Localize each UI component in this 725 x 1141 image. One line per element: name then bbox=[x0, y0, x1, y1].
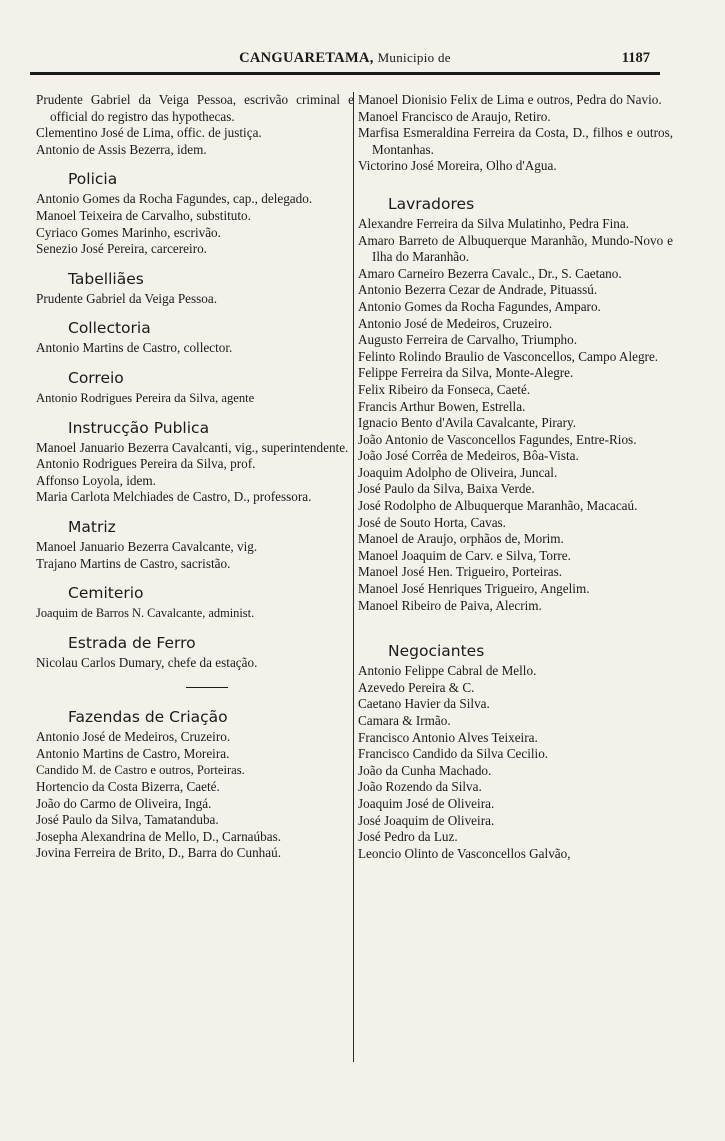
list-item: Antonio Rodrigues Pereira da Silva, prof. bbox=[36, 456, 256, 472]
list-item: Manoel de Araujo, orphãos de, Morim. bbox=[358, 531, 564, 547]
list-item: Manoel Ribeiro de Paiva, Alecrim. bbox=[358, 597, 542, 613]
section-heading-negociantes: Negociantes bbox=[388, 642, 485, 661]
list-item: Manoel José Henriques Trigueiro, Angelim. bbox=[358, 581, 590, 597]
list-item: Manoel Januario Bezerra Cavalcanti, vig., superintendente. bbox=[36, 439, 349, 455]
list-item: Caetano Havier da Silva. bbox=[358, 696, 490, 712]
list-item: Felix Ribeiro da Fonseca, Caeté. bbox=[358, 381, 531, 397]
list-item: José Paulo da Silva, Tamatanduba. bbox=[36, 812, 219, 828]
list-item: Manoel José Hen. Trigueiro, Porteiras. bbox=[358, 564, 563, 580]
list-item: Antonio Gomes da Rocha Fagundes, Amparo. bbox=[358, 298, 601, 314]
list-item: Cyriaco Gomes Marinho, escrivão. bbox=[36, 224, 221, 240]
page-header bbox=[30, 50, 660, 72]
list-item: João Rozendo da Silva. bbox=[358, 779, 482, 795]
section-heading-policia: Policia bbox=[68, 170, 118, 189]
right-column bbox=[358, 92, 673, 862]
list-item: Joaquim Adolpho de Oliveira, Juncal. bbox=[358, 464, 558, 480]
list-item: Amaro Barreto de Albuquerque Maranhão, Mundo-Novo e Ilha do Maranhão. bbox=[358, 232, 673, 265]
list-item: José Pedro da Luz. bbox=[358, 829, 458, 845]
list-item: Maria Carlota Melchiades de Castro, D., professora. bbox=[36, 489, 312, 505]
list-item: Jovina Ferreira de Brito, D., Barra do Cunhaú. bbox=[36, 845, 282, 861]
right-intro bbox=[358, 92, 673, 175]
list-item: Francis Arthur Bowen, Estrella. bbox=[358, 398, 526, 414]
list-item: Manoel Januario Bezerra Cavalcante, vig. bbox=[36, 538, 258, 554]
header-municipality: Municipio de bbox=[377, 50, 451, 65]
list-item: José Rodolpho de Albuquerque Maranhão, Macacaú. bbox=[358, 498, 638, 514]
list-item: Antonio de Assis Bezerra, idem. bbox=[36, 141, 207, 157]
section-heading-tabelliaes: Tabelliães bbox=[68, 269, 144, 288]
list-item: João José Corrêa de Medeiros, Bôa-Vista. bbox=[358, 448, 579, 464]
list-item: Antonio Bezerra Cezar de Andrade, Pituassú. bbox=[358, 282, 598, 298]
list-item: José Joaquim de Oliveira. bbox=[358, 812, 495, 828]
list-item: Trajano Martins de Castro, sacristão. bbox=[36, 555, 231, 571]
section-heading-cemiterio: Cemiterio bbox=[68, 584, 144, 603]
list-item: Josepha Alexandrina de Mello, D., Carnaúbas. bbox=[36, 828, 282, 844]
list-item: Hortencio da Costa Bizerra, Caeté. bbox=[36, 779, 220, 795]
list-item: Augusto Ferreira de Carvalho, Triumpho. bbox=[358, 332, 578, 348]
section-heading-estrada: Estrada de Ferro bbox=[68, 633, 196, 652]
section-heading-matriz: Matriz bbox=[68, 517, 116, 536]
list-item: Francisco Antonio Alves Teixeira. bbox=[358, 729, 538, 745]
list-item: Alexandre Ferreira da Silva Mulatinho, Pedra Fina. bbox=[358, 215, 630, 231]
list-item: Prudente Gabriel da Veiga Pessoa. bbox=[36, 290, 218, 306]
list-item: Joaquim José de Oliveira. bbox=[358, 795, 495, 811]
list-item: Prudente Gabriel da Veiga Pessoa, escrivão criminal e official do registro das hypothecas. bbox=[36, 92, 354, 124]
list-item: Felippe Ferreira da Silva, Monte-Alegre. bbox=[358, 365, 574, 381]
list-item: Affonso Loyola, idem. bbox=[36, 472, 156, 488]
list-item: Victorino José Moreira, Olho d'Agua. bbox=[358, 158, 557, 174]
list-item: Felinto Rolindo Braulio de Vasconcellos, Campo Alegre. bbox=[358, 348, 659, 364]
section-heading-correio: Correio bbox=[68, 368, 124, 387]
list-item: João da Cunha Machado. bbox=[358, 762, 492, 778]
list-item: Manoel Teixeira de Carvalho, substituto. bbox=[36, 207, 251, 223]
list-item: Manoel Joaquim de Carv. e Silva, Torre. bbox=[358, 547, 571, 563]
list-item: Antonio José de Medeiros, Cruzeiro. bbox=[36, 729, 231, 745]
section-heading-instruccao: Instrucção Publica bbox=[68, 418, 210, 437]
list-item: Clementino José de Lima, offic. de justiça. bbox=[36, 125, 262, 141]
header-rule bbox=[30, 72, 660, 75]
list-item: Manoel Francisco de Araujo, Retiro. bbox=[358, 108, 551, 124]
list-item: Senezio José Pereira, carcereiro. bbox=[36, 241, 207, 257]
section-heading-collectoria: Collectoria bbox=[68, 319, 151, 338]
list-item: Antonio Martins de Castro, collector. bbox=[36, 340, 233, 356]
list-item: Amaro Carneiro Bezerra Cavalc., Dr., S. Caetano. bbox=[358, 265, 622, 281]
list-item: Camara & Irmão. bbox=[358, 713, 451, 728]
list-item: Antonio José de Medeiros, Cruzeiro. bbox=[358, 315, 553, 331]
list-item: Candido M. de Castro e outros, Porteiras. bbox=[36, 763, 245, 778]
list-item: Leoncio Olinto de Vasconcellos Galvão, bbox=[358, 845, 571, 861]
list-item: José Paulo da Silva, Baixa Verde. bbox=[358, 481, 535, 497]
list-item: Manoel Dionisio Felix de Lima e outros, Pedra do Navio. bbox=[358, 92, 662, 107]
list-item: João Antonio de Vasconcellos Fagundes, Entre-Rios. bbox=[358, 431, 637, 447]
list-item: João do Carmo de Oliveira, Ingá. bbox=[36, 795, 212, 811]
section-heading-fazendas: Fazendas de Criação bbox=[68, 708, 228, 727]
list-item: Antonio Martins de Castro, Moreira. bbox=[36, 745, 230, 761]
list-item: Antonio Felippe Cabral de Mello. bbox=[358, 663, 537, 679]
header-title: CANGUARETAMA, bbox=[239, 50, 374, 66]
list-item: Ignacio Bento d'Avila Cavalcante, Pirary. bbox=[358, 415, 577, 431]
list-item: Francisco Candido da Silva Cecilio. bbox=[358, 746, 549, 762]
running-title bbox=[30, 50, 660, 67]
page-number: 1187 bbox=[621, 50, 650, 66]
list-item: Antonio Rodrigues Pereira da Silva, agente bbox=[36, 390, 255, 405]
section-separator bbox=[186, 687, 228, 688]
left-intro bbox=[36, 92, 354, 158]
left-column bbox=[36, 92, 354, 862]
list-item: Antonio Gomes da Rocha Fagundes, cap., delegado. bbox=[36, 191, 313, 207]
section-heading-lavradores: Lavradores bbox=[388, 194, 475, 213]
list-item: Nicolau Carlos Dumary, chefe da estação. bbox=[36, 654, 258, 670]
list-item: Marfisa Esmeraldina Ferreira da Costa, D., filhos e outros, Montanhas. bbox=[358, 125, 673, 157]
list-item: Azevedo Pereira & C. bbox=[358, 679, 475, 695]
list-item: José de Souto Horta, Cavas. bbox=[358, 514, 506, 530]
list-item: Joaquim de Barros N. Cavalcante, administ. bbox=[36, 606, 255, 621]
